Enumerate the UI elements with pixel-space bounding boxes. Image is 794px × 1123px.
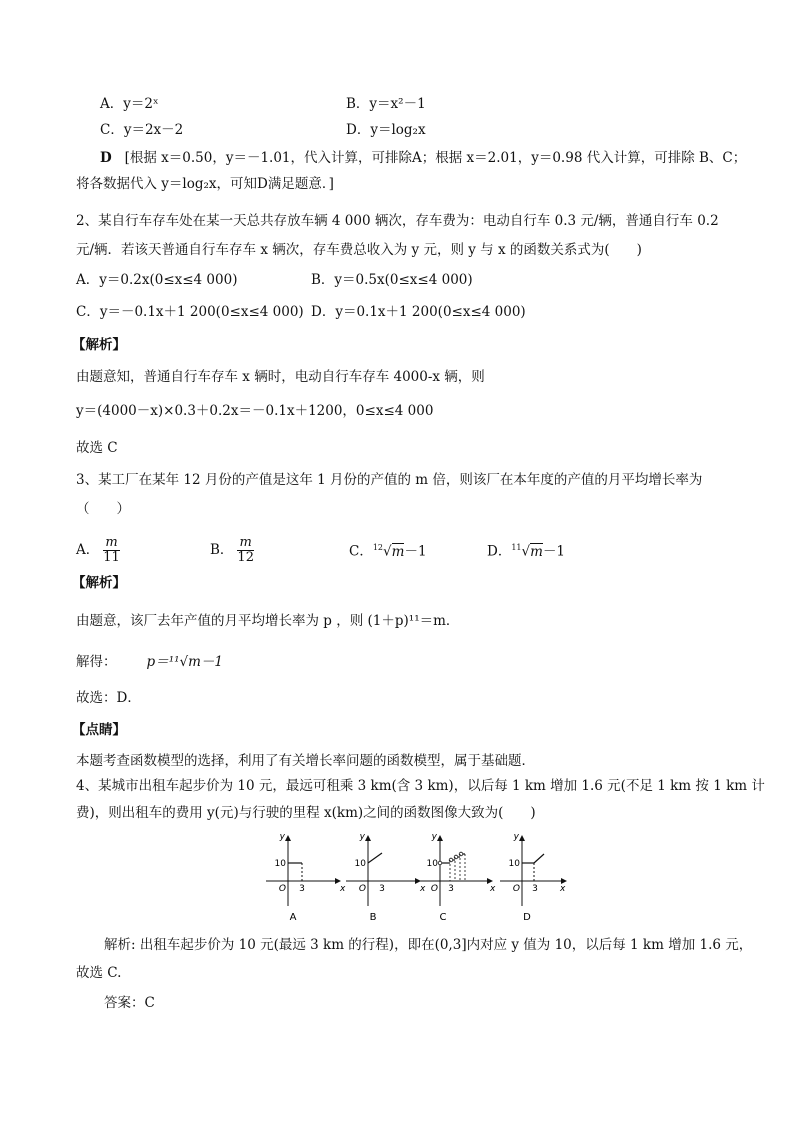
q3-option-c: C．$^{12}$√m－1: [349, 543, 427, 560]
graph-b-label: B: [369, 912, 377, 923]
q2-analysis-heading: 【解析】: [72, 337, 126, 353]
graph-a-y-axis-label: y: [279, 832, 285, 842]
q3-option-d-root-index: 11: [511, 543, 522, 552]
q4-explanation-line1: 解析: 出租车起步价为 10 元(最远 3 km 的行程)，即在(0,3]内对应 y 值为 10，以后每 1 km 增加 1.6 元，: [104, 937, 753, 953]
graph-b-x-axis-label: x: [420, 884, 426, 894]
q2-stem-line1: 2、某自行车存车处在某一天总共存放车辆 4 000 辆次，存车费为：电动自行车 0.3 元/辆，普通自行车 0.2: [76, 213, 719, 229]
q3-option-b-label: B．: [210, 542, 234, 558]
q4-stem-line2: 费)，则出租车的费用 y(元)与行驶的里程 x(km)之间的函数图像大致为( ): [76, 805, 536, 821]
graph-a-origin: O: [278, 884, 286, 894]
q3-option-b: [210, 536, 254, 565]
q1-option-b: B．y＝x²－1: [346, 96, 426, 112]
q2-conclusion: 故选 C: [76, 440, 118, 456]
graph-d-y-tick: 10: [508, 859, 520, 869]
q3-option-b-denominator: 12: [237, 550, 254, 565]
q4-graph-a: [266, 832, 346, 923]
q1-explanation-line1: [100, 148, 746, 168]
q3-option-a-numerator: m: [103, 536, 120, 551]
q3-option-d-tail: －1: [542, 543, 566, 560]
q3-option-c-tail: －1: [404, 543, 427, 560]
graph-d-label: D: [523, 912, 531, 923]
q2-analysis-line: 由题意知，普通自行车存车 x 辆时，电动自行车存车 4000-x 辆，则: [76, 369, 485, 385]
q1-option-c: C．y＝2x－2: [100, 122, 184, 138]
q3-option-a-fraction: [103, 536, 120, 565]
q3-analysis-heading: 【解析】: [72, 575, 126, 591]
q1-option-a: A．y＝2ˣ: [100, 96, 159, 112]
q3-conclusion: 故选：D．: [76, 690, 141, 706]
graph-b-y-tick: 10: [354, 859, 366, 869]
q4-graph-b: [346, 832, 426, 923]
q3-option-c-radicand: m: [391, 543, 405, 560]
graph-c-origin: O: [430, 884, 438, 894]
graph-b-x-tick: 3: [379, 884, 385, 894]
q3-comment-heading: 【点睛】: [72, 722, 126, 738]
q3-option-b-numerator: m: [237, 536, 254, 551]
graph-c-x-axis-label: x: [490, 884, 496, 894]
q2-option-b: B．y＝0.5x(0≤x≤4 000): [311, 272, 473, 288]
q1-option-d: D．y＝log₂x: [346, 122, 426, 138]
q1-explanation-line2: 将各数据代入 y＝log₂x，可知D满足题意．]: [76, 176, 334, 192]
graph-a-label: A: [289, 912, 297, 923]
q4-graph-d: [500, 832, 566, 923]
graph-d-x-tick: 3: [532, 884, 538, 894]
q3-option-a-denominator: 11: [103, 550, 120, 565]
q3-solve-formula: p＝¹¹√m－1: [146, 654, 224, 670]
q3-option-a-label: A．: [76, 542, 100, 558]
q4-explanation-line2: 故选 C.: [76, 965, 122, 981]
q3-stem-line2: （ ）: [76, 501, 130, 517]
q1-answer-letter: D: [100, 150, 112, 166]
q2-option-c: C．y＝－0.1x＋1 200(0≤x≤4 000): [76, 304, 304, 320]
graph-c-x-tick: 3: [448, 884, 454, 894]
q3-option-d-radicand: m: [530, 543, 543, 560]
q2-stem-line2: 元/辆．若该天普通自行车存车 x 辆次，存车费总收入为 y 元，则 y 与 x 的函数关系式为( ): [76, 242, 642, 258]
graph-c-y-axis-label: y: [431, 832, 437, 842]
q3-option-d: D．$^{11}$√m－1: [487, 543, 566, 560]
q2-formula: y＝(4000－x)×0.3＋0.2x＝－0.1x＋1200，0≤x≤4 000: [76, 403, 434, 419]
graph-b-y-axis-label: y: [359, 832, 365, 842]
q3-solve-line: [76, 652, 223, 672]
graph-c-label: C: [439, 912, 447, 923]
q3-solve-label: 解得：: [76, 654, 117, 670]
q3-option-d-label: D．: [487, 543, 512, 560]
q3-comment-text: 本题考查函数模型的选择，利用了有关增长率问题的函数模型，属于基础题．: [76, 753, 535, 769]
graph-c-y-tick: 10: [426, 859, 438, 869]
q4-stem-line1: 4、某城市出租车起步价为 10 元，最远可租乘 3 km(含 3 km)，以后每 1 km 增加 1.6 元(不足 1 km 按 1 km 计: [76, 778, 765, 794]
graph-d-x-axis-label: x: [560, 884, 566, 894]
q3-option-b-fraction: [237, 536, 254, 565]
q3-option-a: [76, 536, 120, 565]
graph-a-x-axis-label: x: [340, 884, 346, 894]
q3-analysis-line: 由题意，该厂去年产值的月平均增长率为 p ，则 (1＋p)¹¹＝m．: [76, 613, 460, 629]
q2-option-d: D．y＝0.1x＋1 200(0≤x≤4 000): [311, 304, 526, 320]
q1-explanation-text: [根据 x＝0.50，y＝－1.01，代入计算，可排除A；根据 x＝2.01，y＝0.98 代入计算，可排除 B、C；: [124, 150, 747, 166]
q2-option-a: A．y＝0.2x(0≤x≤4 000): [76, 272, 238, 288]
q3-option-c-root-index: 12: [372, 543, 384, 552]
graph-a-y-tick: 10: [274, 859, 286, 869]
q4-answer: 答案：C: [104, 995, 155, 1011]
q3-option-c-label: C．: [349, 543, 373, 560]
graph-a-x-tick: 3: [299, 884, 305, 894]
graph-d-y-axis-label: y: [513, 832, 519, 842]
graph-d-origin: O: [512, 884, 520, 894]
q4-graphs: [260, 828, 570, 928]
graph-b-origin: O: [358, 884, 366, 894]
q3-stem-line1: 3、某工厂在某年 12 月份的产值是这年 1 月份的产值的 m 倍，则该厂在本年度的产值的月平均增长率为: [76, 472, 703, 488]
q4-graph-c: [416, 832, 496, 923]
